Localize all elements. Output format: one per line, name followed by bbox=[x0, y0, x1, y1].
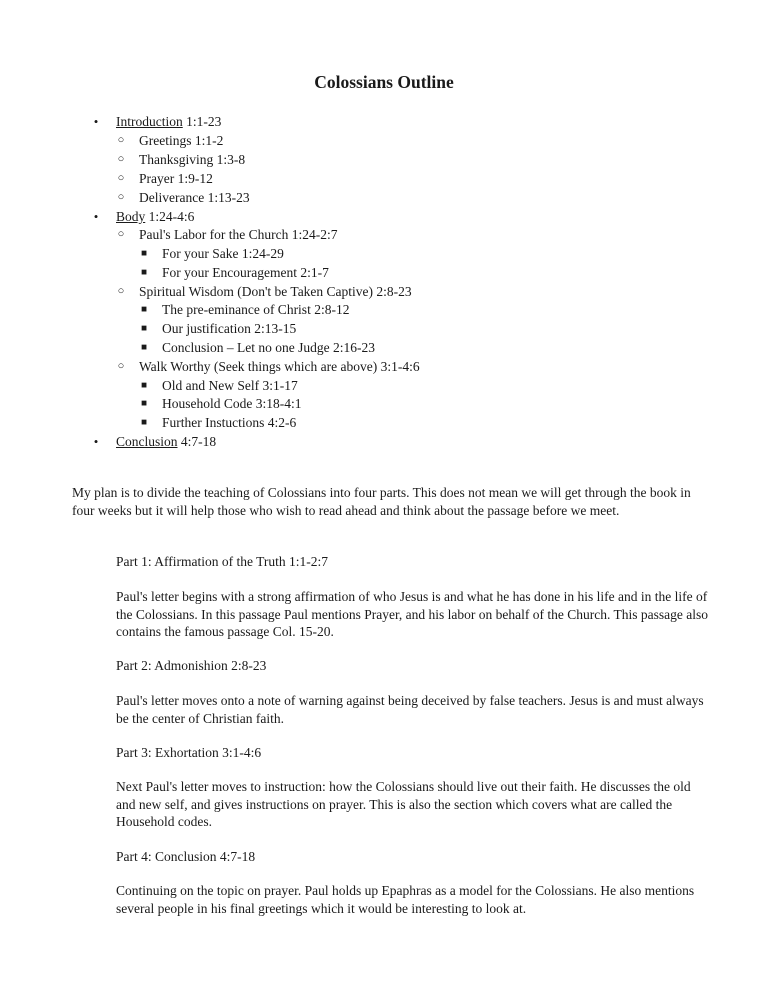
outline-text: Further Instuctions 4:2-6 bbox=[162, 415, 297, 430]
outline-label-body: Body bbox=[116, 209, 146, 224]
outline-text: Thanksgiving 1:3-8 bbox=[139, 152, 246, 167]
outline-text: Household Code 3:18-4:1 bbox=[162, 396, 302, 411]
bullet-square-icon: ■ bbox=[140, 380, 148, 391]
part-paragraph: Paul's letter moves onto a note of warning against being deceived by false teachers. Jesus is and must always be the center of Christian faith. bbox=[116, 693, 704, 726]
bullet-disc-icon: • bbox=[93, 209, 99, 224]
part-heading: Part 2: Admonishion 2:8-23 bbox=[116, 658, 267, 673]
bullet-disc-icon: • bbox=[93, 434, 99, 449]
outline-text: Our justification 2:13-15 bbox=[162, 321, 297, 336]
part-heading: Part 1: Affirmation of the Truth 1:1-2:7 bbox=[116, 554, 328, 569]
outline-ref-body: 1:24-4:6 bbox=[145, 209, 195, 224]
outline-text: For your Sake 1:24-29 bbox=[162, 246, 284, 261]
bullet-square-icon: ■ bbox=[140, 342, 148, 353]
outline-text: Deliverance 1:13-23 bbox=[139, 190, 250, 205]
outline-text: Prayer 1:9-12 bbox=[139, 171, 213, 186]
bullet-circle-icon: ○ bbox=[117, 172, 125, 184]
bullet-circle-icon: ○ bbox=[117, 228, 125, 240]
part-paragraph: Continuing on the topic on prayer. Paul holds up Epaphras as a model for the Colossians. He also mentions several people in his final greetings which it would be interesting to look at. bbox=[116, 883, 695, 916]
outline-text: Walk Worthy (Seek things which are above) 3:1-4:6 bbox=[139, 359, 420, 374]
bullet-circle-icon: ○ bbox=[117, 153, 125, 165]
outline-label-conclusion: Conclusion bbox=[116, 434, 178, 449]
document-title: Colossians Outline bbox=[314, 72, 454, 92]
outline-text: Spiritual Wisdom (Don't be Taken Captive) 2:8-23 bbox=[139, 284, 412, 299]
bullet-square-icon: ■ bbox=[140, 304, 148, 315]
bullet-disc-icon: • bbox=[93, 114, 99, 129]
bullet-square-icon: ■ bbox=[140, 417, 148, 428]
bullet-square-icon: ■ bbox=[140, 248, 148, 259]
outline-ref-introduction: 1:1-23 bbox=[182, 114, 222, 129]
bullet-circle-icon: ○ bbox=[117, 191, 125, 203]
part-paragraph: Next Paul's letter moves to instruction: how the Colossians should live out their faith. He discusses the old and new self, and gives instructions on prayer. This is also the section which covers what are called the Household codes. bbox=[116, 779, 691, 829]
outline-text: The pre-eminance of Christ 2:8-12 bbox=[162, 302, 350, 317]
part-heading: Part 3: Exhortation 3:1-4:6 bbox=[116, 745, 262, 760]
bullet-circle-icon: ○ bbox=[117, 134, 125, 146]
outline-text: For your Encouragement 2:1-7 bbox=[162, 265, 329, 280]
part-heading: Part 4: Conclusion 4:7-18 bbox=[116, 849, 256, 864]
intro-paragraph: My plan is to divide the teaching of Colossians into four parts. This does not mean we will get through the book in four weeks but it will help those who wish to read ahead and think about the passage before we meet. bbox=[72, 485, 691, 518]
bullet-circle-icon: ○ bbox=[117, 360, 125, 372]
outline-text: Paul's Labor for the Church 1:24-2:7 bbox=[139, 227, 338, 242]
outline-text: Conclusion – Let no one Judge 2:16-23 bbox=[162, 340, 375, 355]
outline-ref-conclusion: 4:7-18 bbox=[177, 434, 217, 449]
part-paragraph: Paul's letter begins with a strong affirmation of who Jesus is and what he has done in his life and in the life of the Colossians. In this passage Paul mentions Prayer, and his labor on behalf of the Church. This passage also contains the famous passage Col. 15-20. bbox=[116, 589, 708, 639]
bullet-square-icon: ■ bbox=[140, 398, 148, 409]
bullet-circle-icon: ○ bbox=[117, 285, 125, 297]
outline-label-introduction: Introduction bbox=[116, 114, 183, 129]
bullet-square-icon: ■ bbox=[140, 267, 148, 278]
bullet-square-icon: ■ bbox=[140, 323, 148, 334]
outline-text: Old and New Self 3:1-17 bbox=[162, 378, 298, 393]
outline-text: Greetings 1:1-2 bbox=[139, 133, 224, 148]
